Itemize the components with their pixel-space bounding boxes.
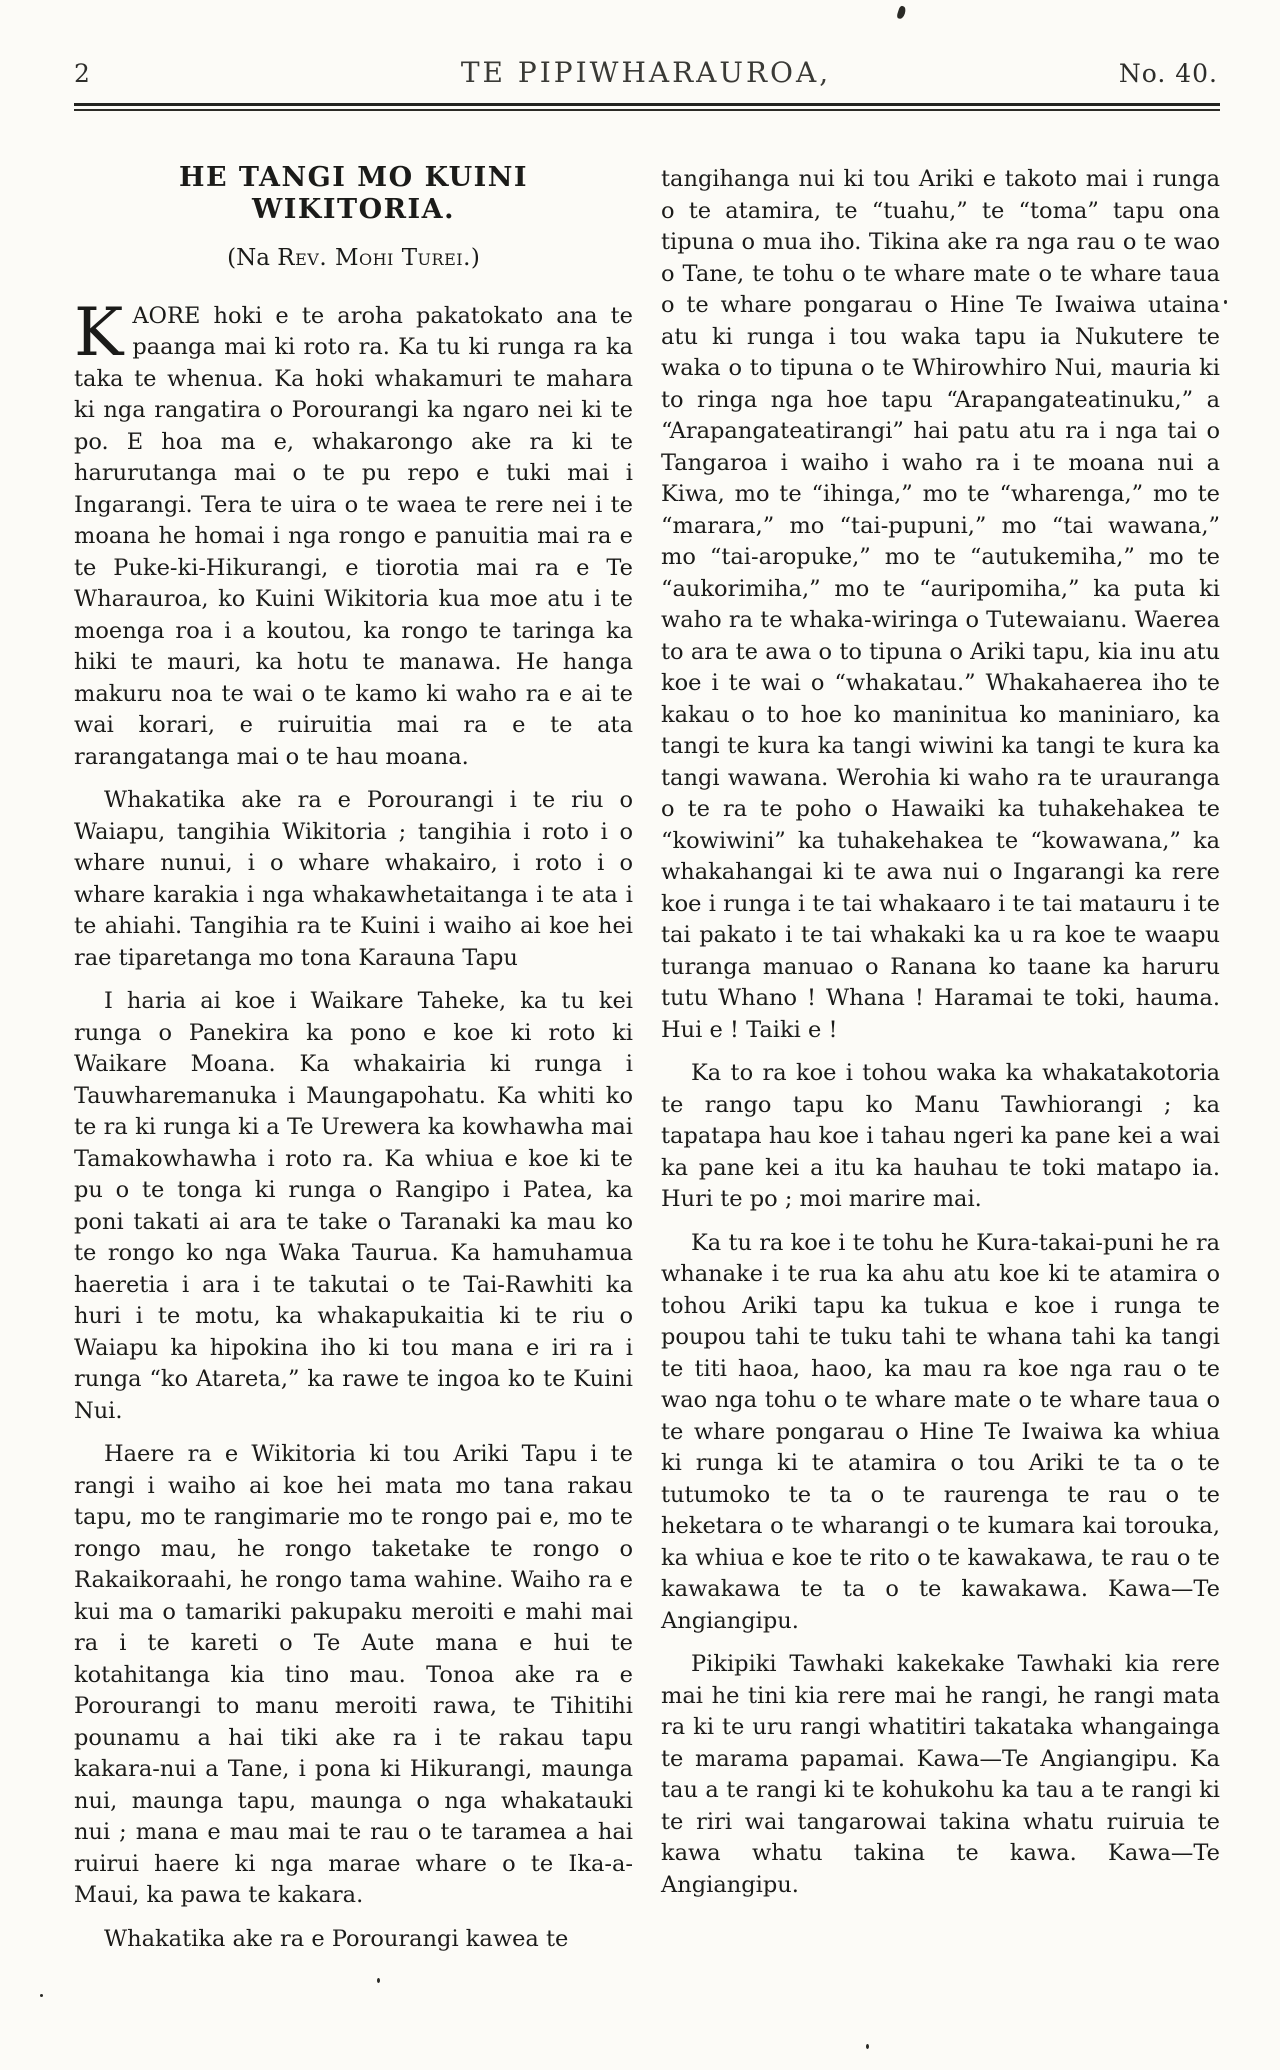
paragraph: Pikipiki Tawhaki kakekake Tawhaki kia rere mai he tini kia rere mai he rangi, he rangi mata ra ki te uru rangi whatitiri takataka whangainga te marama papamai. Kawa—Te Angiangipu. Ka tau a te rangi ki te kohukohu ka tau a te rangi ki te riri wai tangarowai takina whatu ruiruia te kawa whatu takina te kawa. Kawa—Te Angiangipu. (661, 1651, 1220, 1898)
article-columns (74, 148, 1220, 2070)
paragraph-text: AORE hoki e te aroha pakatokato ana te paanga mai ki roto ra. Ka tu ki runga ra ka taka te whenua. Ka hoki whakamuri te mahara ki nga rangatira o Porourangi ka ngaro nei ki te po. E hoa ma e, whakarongo ake ra ki te harurutanga mai o te pu repo e tuki mai i Ingarangi. Tera te uira o te waea te rere nei i te moana he homai i nga rongo e panuitia mai ra e te Puke-ki-Hikurangi, e tiorotia mai ra e Te Wharauroa, ko Kuini Wikitoria kua moe atu i te moenga roa i a koutou, ka rongo te taringa ka hiki te mauri, ka hotu te manawa. He hanga makuru noa te wai o te kamo ki waho ra e ai te wai korari, e ruiruitia mai ra e te ata rarangatanga mai o te hau moana. (74, 302, 633, 770)
issue-number: No. 40. (1118, 59, 1218, 88)
byline-prefix: (Na (227, 245, 278, 271)
left-column (74, 148, 633, 2070)
ink-speck (866, 2044, 869, 2049)
ink-speck (1224, 300, 1227, 304)
right-column (661, 148, 1220, 2070)
paragraph (74, 293, 633, 774)
paragraph: Ka tu ra koe i te tohu he Kura-takai-puni he ra whanake i te rua ka ahu atu koe ki te atamira o tohou Ariki tapu ka tukua e koe i runga te poupou tahi te tuku tahi te whana tahi ka tangi te titi haoa, haoo, ka mau ra koe nga rau o te wao nga tohu o te whare mate o te whare taua o te whare pongarau o Hine Te Iwaiwa ka whiua ki runga ki te atamira o tou Ariki te ta o te tutumoko te ta o te raurenga te rau o te heketara o te wharangi o te kumara kai torouka, ka whiua e koe te rito o te kawakawa, te rau o te kawakawa te ta o te kawakawa. Kawa—Te Angiangipu. (661, 1229, 1220, 1634)
ink-speck (40, 1994, 43, 1997)
paper-title: TE PIPIWHARAUROA, (460, 56, 832, 89)
paragraph: Whakatika ake ra e Porourangi kawea te (104, 1925, 569, 1952)
article-title: HE TANGI MO KUINI WIKITORIA. (178, 162, 529, 225)
ink-speck (896, 5, 907, 20)
paragraph: Ka to ra koe i tohou waka ka whakatakotoria te rango tapu ko Manu Tawhiorangi ; ka tapatapa hau koe i tahau ngeri ka pane kei a wai ka pane kei a itu ka hauhau te toki matapo ia. Huri te po ; moi marire mai. (661, 1060, 1220, 1212)
header-rule (74, 103, 1220, 111)
masthead (74, 56, 1218, 89)
page-number: 2 (74, 59, 90, 88)
byline-suffix: ) (470, 245, 480, 271)
drop-cap: K (74, 293, 124, 371)
article-byline (74, 243, 633, 275)
paragraph: I haria ai koe i Waikare Taheke, ka tu kei runga o Panekira ka pono e koe ki roto ki Waikare Moana. Ka whakairia ki runga i Tauwharemanuka i Maungapohatu. Ka whiti ko te ra ki runga ki a Te Urewera ka kowhawha mai Tamakowhawha i roto ra. Ka whiua e koe ki te pu o te tonga ki runga o Rangipo i Patea, ka poni takati ai ara te take o Taranaki ka mau ko te rongo ko nga Waka Taurua. Ka hamuhamua haeretia i ara i te takutai o te Tai-Rawhiti ka huri i te motu, ka whakapukaitia ki te riu o Waiapu ka hipokina iho ki tou mana e iri ra i runga “ko Atareta,” ka rawe te ingoa ko te Kuini Nui. (74, 988, 633, 1424)
ink-speck (377, 1978, 380, 1983)
paragraph: Haere ra e Wikitoria ki tou Ariki Tapu i te rangi i waiho ai koe hei mata mo tana rakau tapu, mo te rangimarie mo te rongo pai e, mo te rongo mau, he rongo taketake te rongo o Rakaikoraahi, he rongo tama wahine. Waiho ra e kui ma o tamariki pakupaku meroiti e mahi mai ra i te kareti o Te Aute mana e hui te kotahitanga kia tino mau. Tonoa ake ra e Porourangi to manu meroiti rawa, te Tihitihi pounamu a hai tiki ake ra i te rakau tapu kakara-nui a Tane, i pona ki Hikurangi, maunga nui, maunga tapu, maunga o nga whakatauki nui ; mana e mau mai te rau o te taramea a hai ruirui haere ki nga marae whare o te Ika-a-Maui, ka pawa te kakara. (74, 1441, 633, 1908)
paragraph: Whakatika ake ra e Porourangi i te riu o Waiapu, tangihia Wikitoria ; tangihia i roto i o whare nunui, i o whare whakairo, i roto i o whare karakia i nga whakawhetaitanga i te ata i te ahiahi. Tangihia ra te Kuini i waiho ai koe hei rae tiparetanga mo tona Karauna Tapu (74, 787, 633, 971)
byline-author: Rev. Mohi Turei. (277, 245, 471, 271)
paragraph-continuation: tangihanga nui ki tou Ariki e takoto mai i runga o te atamira, te “tuahu,” te “toma” tapu ona tipuna o mua iho. Tikina ake ra nga rau o te wao o Tane, te tohu o te whare mate o te whare taua o te whare pongarau o Hine Te Iwaiwa utaina atu ki runga i tou waka tapu ia Nukutere te waka o to tipuna o te Whirowhiro Nui, mauria ki to ringa nga hoe tapu “Arapangateatinuku,” a “Arapangateatirangi” hai patu atu ra i nga tai o Tangaroa i waiho i waho ra i te moana nui a Kiwa, mo te “ihinga,” mo te “wharenga,” mo te “marara,” mo “tai-pupuni,” mo “tai wawana,” mo “tai-aropuke,” mo te “autukemiha,” mo te “aukorimiha,” mo te “auripomiha,” ka puta ki waho ra te whaka-wiringa o Tutewaianu. Waerea to ara te awa o to tipuna o Ariki tapu, kia inu atu koe i te wai o “whakatau.” Whakahaerea iho te kakau o to hoe ko maninitua ko maniniaro, ka tangi te kura ka tangi wiwini ka tangi te kura ka tangi wawana. Werohia ki waho ra te urauranga o te ra te poho o Hawaiki ka tuhakehakea te “kowiwini” ka tuhakehakea te “kowawana,” ka whakahangai ki te awa nui o Ingarangi ka rere koe i runga i te tai whakaaro i te tai matauru i te tai pakato i te tai whakaki ka u ra koe te waapu turanga manuao o Ranana ko taane ka haruru tutu Whano ! Whana ! Haramai te toki, hauma. Hui e ! Taiki e ! (661, 166, 1220, 1043)
